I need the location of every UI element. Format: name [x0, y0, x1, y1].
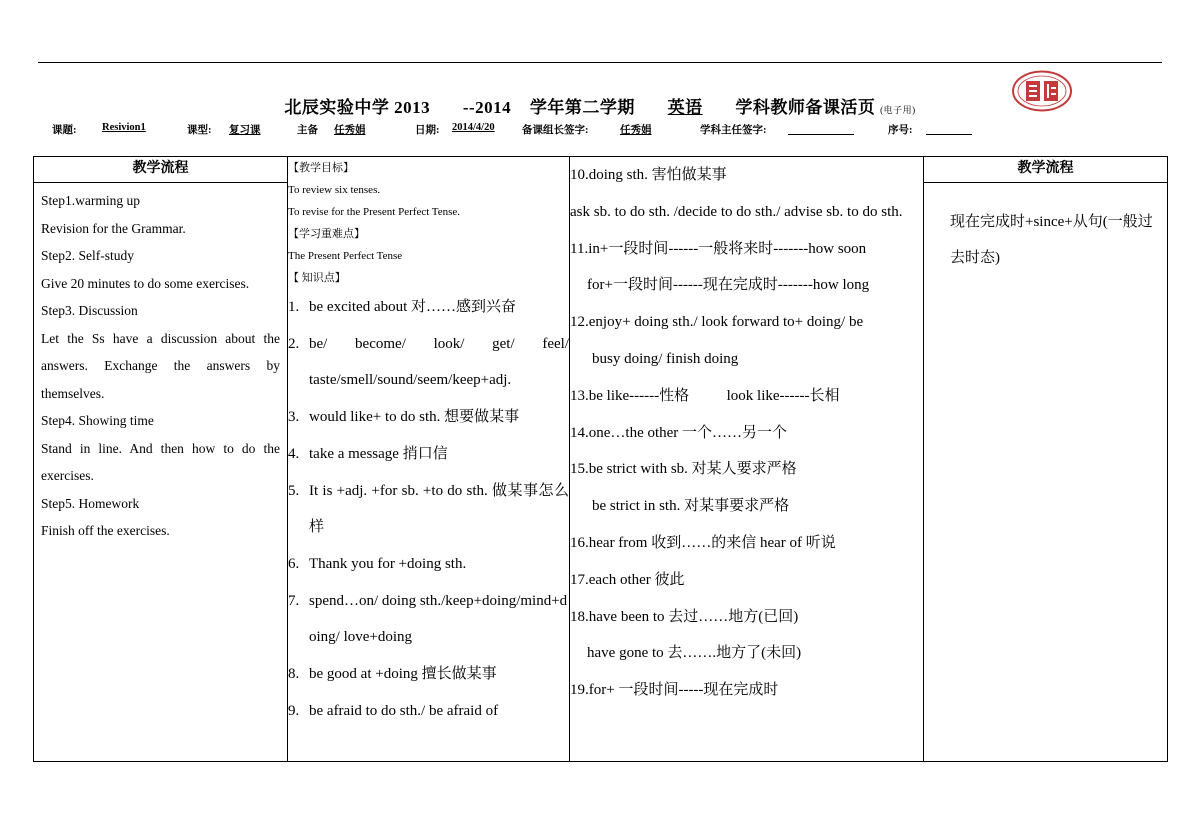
flow-line: Step5. Homework: [41, 495, 140, 511]
flow-header: 教学流程: [34, 157, 287, 183]
objectives-column: [288, 157, 570, 762]
type-label: 课型:: [187, 125, 212, 136]
title-school: 北辰实验中学 2013: [284, 98, 431, 117]
point-line: ask sb. to do sth. /decide to do sth./ advise sb. to do sth.: [570, 203, 903, 220]
point-line: 15.be strict with sb. 对某人要求严格: [570, 461, 797, 478]
flow-line: Let the Ss have a discussion about the answers. Exchange the answers by themselves.: [41, 330, 280, 401]
flow-line: Give 20 minutes to do some exercises.: [41, 275, 250, 291]
flow-line: Finish off the exercises.: [41, 523, 170, 538]
key-heading: 【学习重难点】: [288, 228, 365, 240]
goal-item: To revise for the Present Perfect Tense.: [288, 206, 461, 218]
top-rule: [38, 62, 1162, 63]
seq-line: [926, 124, 972, 135]
title-sheet: 学科教师备课活页: [735, 98, 876, 117]
notes-column: [924, 157, 1168, 762]
point-line: 12.enjoy+ doing sth./ look forward to+ doing/ be: [570, 314, 864, 331]
flow-line: Step2. Self-study: [41, 248, 134, 263]
head-sign-label: 学科主任签字:: [700, 125, 767, 136]
goal-item: To review six tenses.: [288, 184, 381, 196]
notes-text: 现在完成时+since+从句(一般过去时态): [950, 214, 1153, 266]
notes-header: 教学流程: [924, 157, 1167, 183]
points-heading: 【 知识点】: [288, 272, 346, 284]
goal-heading: 【教学目标】: [288, 162, 354, 174]
topic-value: Resivion1: [102, 122, 146, 133]
point-item: 2. be/ become/ look/ get/ feel/ taste/smell/sound/seem/keep+adj.: [288, 335, 569, 389]
type-value: 复习课: [229, 125, 261, 136]
point-item: 8. be good at +doing 擅长做某事: [288, 666, 497, 683]
point-line: have gone to 去…….地方了(未回): [587, 645, 802, 662]
title-subject: 英语: [667, 98, 703, 117]
point-line: 19.for+ 一段时间-----现在完成时: [570, 682, 779, 699]
flow-line: Stand in line. And then how to do the exercises.: [41, 440, 280, 483]
point-item: 5. It is +adj. +for sb. +to do sth. 做某事怎么样: [288, 482, 569, 536]
point-item: 7. spend…on/ doing sth./keep+doing/mind+doing/ love+doing: [288, 592, 568, 646]
group-sign-label: 备课组长签字:: [522, 125, 589, 136]
point-line: 17.each other 彼此: [570, 571, 685, 588]
point-item: 9. be afraid to do sth./ be afraid of: [288, 702, 499, 719]
date-value: 2014/4/20: [452, 122, 495, 133]
point-line: 14.one…the other 一个……另一个: [570, 424, 788, 441]
lead-value: 任秀娟: [334, 125, 366, 136]
point-line: 10.doing sth. 害怕做某事: [570, 167, 727, 183]
point-line: be strict in sth. 对某事要求严格: [592, 498, 790, 515]
point-line: 11.in+一段时间------一般将来时-------how soon: [570, 240, 867, 257]
point-item: 1. be excited about 对……感到兴奋: [288, 299, 517, 315]
title-years: --2014: [462, 98, 512, 117]
flow-line: Step4. Showing time: [41, 413, 154, 428]
point-line: 16.hear from 收到……的来信 hear of 听说: [570, 534, 836, 551]
point-line: 18.have been to 去过……地方(已回): [570, 608, 799, 625]
title-term: 学年第二学期: [529, 98, 635, 117]
lesson-table: [33, 156, 1168, 762]
point-item: 6. Thank you for +doing sth.: [288, 555, 467, 572]
point-line: for+一段时间------现在完成时-------how long: [587, 277, 870, 294]
point-line: busy doing/ finish doing: [592, 350, 739, 367]
point-item: 4. take a message 捎口信: [288, 445, 448, 462]
flow-line: Step3. Discussion: [41, 303, 138, 318]
title-note: (电子用): [880, 105, 916, 115]
flow-column: [34, 157, 288, 762]
more-points-column: [570, 157, 924, 762]
point-line: 13.be like------性格 look like------长相: [570, 387, 840, 404]
date-label: 日期:: [415, 125, 440, 136]
head-sign-line: [788, 124, 854, 135]
lead-label: 主备: [297, 125, 318, 136]
flow-line: Step1.warming up: [41, 193, 140, 208]
key-item: The Present Perfect Tense: [288, 250, 403, 262]
school-seal-icon: [1011, 70, 1073, 112]
flow-line: Revision for the Grammar.: [41, 220, 186, 236]
point-item: 3. would like+ to do sth. 想要做某事: [288, 409, 520, 426]
topic-label: 课题:: [52, 125, 77, 136]
group-sign-value: 任秀娟: [620, 125, 652, 136]
seq-label: 序号:: [888, 125, 913, 136]
